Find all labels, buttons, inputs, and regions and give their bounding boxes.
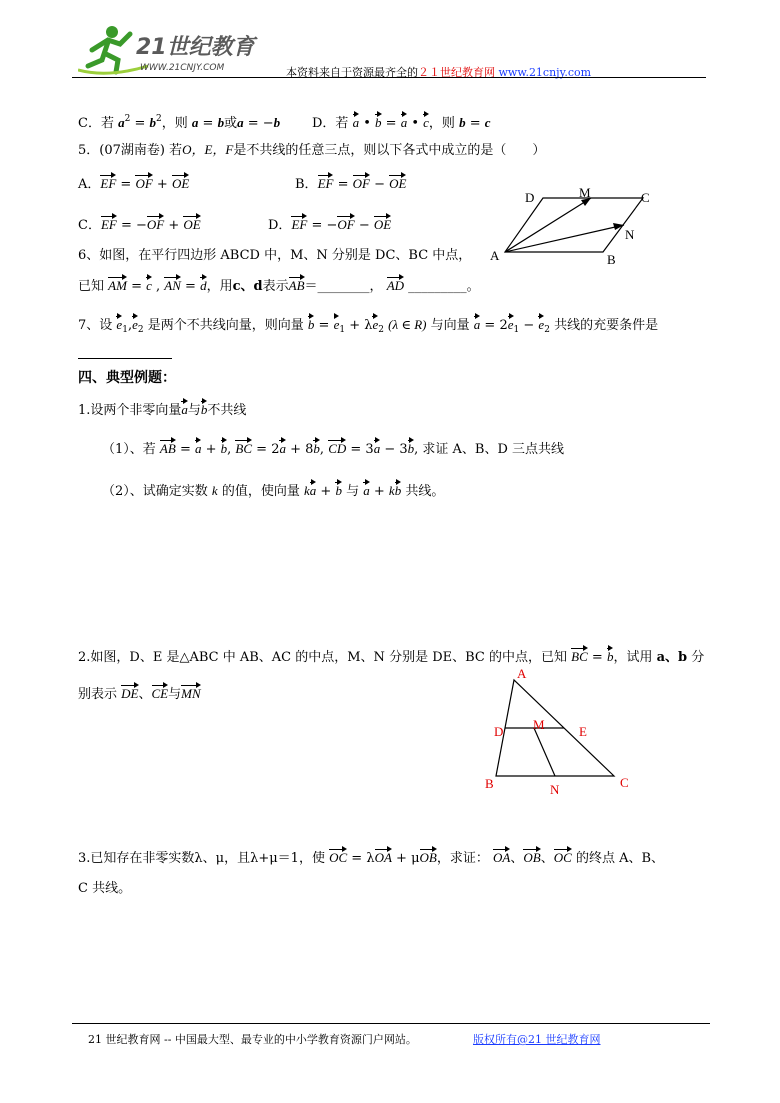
label-e: E (579, 724, 587, 739)
label-d: D (494, 724, 504, 739)
segment-mn (534, 728, 555, 776)
label-m: M (579, 185, 591, 200)
ex3-line2: C 共线。 (78, 881, 132, 896)
ex2-line1: 2.如图，D、E 是△ABC 中 AB、AC 的中点，M、N 分别是 DE、BC 的中点，已知 BC = b，试用 a、b 分 (78, 649, 705, 665)
q5-option-a: A．EF = OF + OE (78, 176, 190, 192)
q5-stem: 5．(07湖南卷) 若O，E，F是不共线的任意三点，则以下各式中成立的是（ ） (78, 142, 546, 158)
q6-line1: 6、如图，在平行四边形 ABCD 中，M、N 分别是 DC、BC 中点， (78, 248, 472, 263)
footer-rule (72, 1023, 710, 1024)
logo (78, 20, 268, 78)
vector-am (505, 198, 591, 252)
q5-option-b: B．EF = OF − OE (295, 176, 407, 192)
ex1-part1: （1）、若 AB = a + b, BC = 2a + 8b, CD = 3a − 3b, 求证 A、B、D 三点共线 (102, 441, 565, 457)
label-b: B (485, 776, 494, 791)
label-a: A (490, 248, 500, 263)
ex1-stem: 1.设两个非零向量a与b不共线 (78, 402, 247, 418)
q7-line: 7、设 $e_1,e_2$ 是两个不共线向量，则向量 $b = e_1 + \lambda e_2$ (λ ∈ R) 与向量 $a = 2e_1 - e_2$ 共线的充要条件是 (78, 317, 659, 335)
label-n: N (550, 782, 560, 796)
ex1-part2: （2）、试确定实数 k 的值，使向量 ka + b 与 a + kb 共线。 (102, 483, 445, 499)
q7-answer-blank[interactable] (78, 358, 172, 359)
logo-url: WWW.21CNJY.COM (140, 63, 225, 73)
footer-copyright-link[interactable]: 版权所有@21 世纪教育网 (473, 1033, 601, 1046)
label-n: N (625, 227, 635, 242)
footer-left: 21 世纪教育网 -- 中国最大型、最专业的中小学教育资源门户网站。 (88, 1033, 417, 1046)
q4-option-c: C．若 $a^2 = b^2$，则 a = b或a = −b (78, 114, 281, 131)
ex2-line2: 别表示 DE、CE与MN (78, 686, 201, 702)
header-notice: 本资料来自于资源最齐全的２１世纪教育网 www.21cnjy.com (286, 66, 592, 79)
q6-line2: 已知 AM = c , AN = d，用c、d表示AB＝________， AD _________。 (78, 278, 480, 294)
logo-text: 21世纪教育 (136, 35, 255, 60)
label-m: M (533, 717, 545, 732)
ex3-line1: 3.已知存在非零实数λ、μ，且λ+μ＝1，使 OC = λOA + μOB，求证： OA、OB、OC 的终点 A、B、 (78, 850, 665, 866)
q4-option-d: D．若 a • b = a • c，则 b = c (312, 115, 491, 131)
label-b: B (607, 252, 616, 267)
section-title: 四、典型例题： (78, 370, 176, 386)
label-d: D (525, 190, 535, 205)
q5-option-d: D．EF = −OF − OE (268, 217, 392, 233)
q5-option-c: C．EF = −OF + OE (78, 217, 201, 233)
label-c: C (641, 190, 650, 205)
figure-parallelogram (485, 182, 665, 268)
figure-triangle (478, 664, 638, 796)
header-rule (72, 77, 706, 78)
header-site-url[interactable]: www.21cnjy.com (498, 66, 592, 79)
label-a: A (517, 666, 527, 681)
header-site-name: ２１世纪教育网 (418, 66, 495, 79)
label-c: C (620, 775, 629, 790)
